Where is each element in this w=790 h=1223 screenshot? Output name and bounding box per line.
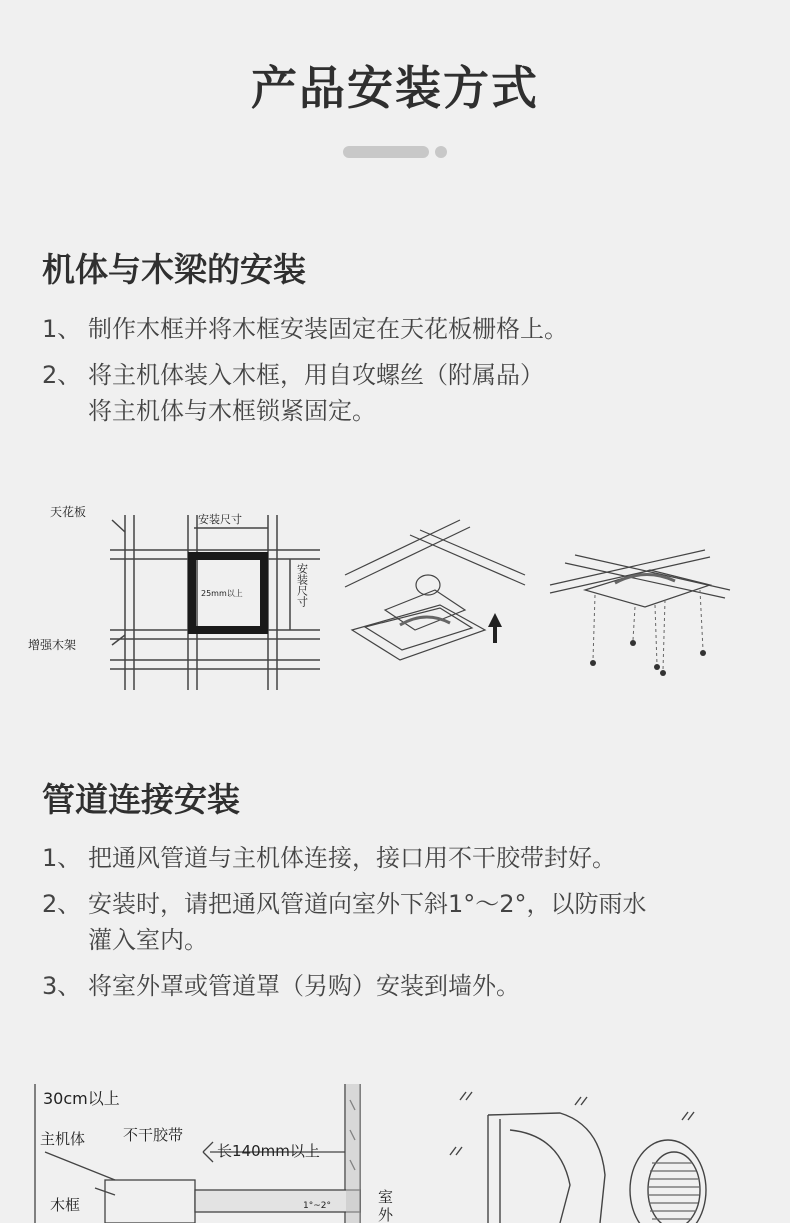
step-number: 2、 [42,361,82,389]
duct-connection-diagram [35,1080,415,1223]
outdoor-label-2: 外 [378,1206,394,1223]
top-clearance-label: 30cm以上 [43,1089,120,1108]
step-number: 1、 [42,315,82,343]
title-decoration-bar [343,146,429,158]
section-heading-duct-connection: 管道连接安装 [42,780,240,819]
step-2-1 [42,840,616,876]
step-text: 制作木框并将木框安装固定在天花板栅格上。 [88,315,568,343]
step-1-1 [42,311,568,347]
step-2-3 [42,968,520,1004]
step-text: 将室外罩或管道罩（另购）安装到墙外。 [88,972,520,1000]
install-size-vertical-label: 安装尺寸 [295,563,309,607]
frame-thickness-note: 25mm以上 [201,589,243,598]
main-body-label: 主机体 [40,1130,86,1148]
outdoor-hood-diagram [440,1095,740,1223]
step-number: 1、 [42,844,82,872]
fan-insertion-diagram [340,515,530,670]
outdoor-label-1: 室 [378,1188,394,1206]
step-1-2 [42,357,544,429]
step-text-continued: 将主机体与木框锁紧固定。 [88,397,376,425]
step-number: 3、 [42,972,82,1000]
ceiling-grid-diagram [20,495,320,695]
slope-label: 1°~2° [303,1201,331,1211]
step-number: 2、 [42,890,82,918]
tape-label: 不干胶带 [123,1126,184,1144]
step-text: 把通风管道与主机体连接，接口用不干胶带封好。 [88,844,616,872]
step-text-continued: 灌入室内。 [88,926,208,954]
title-decoration-dot [435,146,447,158]
reinforce-frame-label: 增强木架 [28,638,77,652]
step-2-2 [42,886,647,958]
title-decoration [343,146,453,158]
screw-fixing-diagram [545,545,735,685]
wood-frame-label: 木框 [50,1196,81,1214]
step-text: 安装时，请把通风管道向室外下斜1°～2°，以防雨水 [88,890,647,918]
ceiling-label: 天花板 [50,505,87,519]
step-text: 将主机体装入木框，用自攻螺丝（附属品） [88,361,544,389]
pipe-length-label: 长140mm以上 [217,1142,320,1160]
page-title: 产品安装方式 [251,61,539,115]
section-heading-wood-beam: 机体与木梁的安装 [42,250,306,289]
install-size-horizontal-label: 安装尺寸 [198,513,242,526]
